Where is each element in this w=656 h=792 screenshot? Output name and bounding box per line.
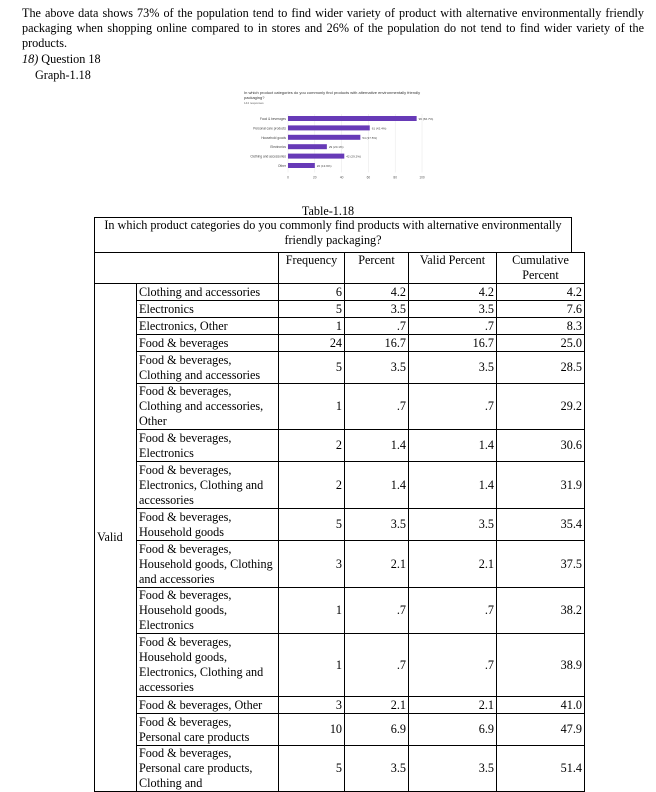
table-row: [95, 634, 585, 697]
header-blank: [95, 253, 279, 284]
table-row: [95, 301, 585, 318]
cell-percent: 3.5: [345, 509, 409, 541]
cell-valid-percent: 3.5: [409, 301, 497, 318]
cell-percent: 1.4: [345, 462, 409, 509]
table-row: [95, 384, 585, 430]
row-label: Food & beverages, Clothing and accessories: [137, 352, 279, 384]
cell-percent: 1.4: [345, 430, 409, 462]
row-label: Food & beverages, Personal care products, Clothing and: [137, 746, 279, 792]
chart-svg: [240, 88, 440, 180]
table-caption: Table-1.18: [301, 204, 355, 218]
cell-percent: 2.1: [345, 541, 409, 588]
frequency-table: [94, 252, 585, 792]
cell-percent: 3.5: [345, 352, 409, 384]
row-label: Food & beverages, Household goods: [137, 509, 279, 541]
row-label: Food & beverages, Electronics: [137, 430, 279, 462]
header-valid-percent: Valid Percent: [409, 253, 497, 284]
table-row: [95, 284, 585, 301]
cell-percent: .7: [345, 588, 409, 634]
table-row: [95, 714, 585, 746]
x-tick-label: 20: [313, 175, 317, 180]
cell-valid-percent: .7: [409, 318, 497, 335]
cell-percent: 6.9: [345, 714, 409, 746]
cell-frequency: 6: [279, 284, 345, 301]
bar: [288, 125, 370, 130]
cell-percent: 16.7: [345, 335, 409, 352]
table-row: [95, 352, 585, 384]
category-label: Electronics: [270, 145, 286, 150]
cell-valid-percent: .7: [409, 634, 497, 697]
bar: [288, 154, 344, 159]
cell-valid-percent: 2.1: [409, 541, 497, 588]
table-row: [95, 697, 585, 714]
cell-valid-percent: 16.7: [409, 335, 497, 352]
bar: [288, 144, 327, 149]
group-label-valid: Valid: [95, 284, 137, 792]
bar-chart: [240, 88, 440, 180]
row-label: Food & beverages, Personal care products: [137, 714, 279, 746]
bar: [288, 116, 417, 121]
cell-percent: .7: [345, 634, 409, 697]
cell-frequency: 1: [279, 384, 345, 430]
cell-valid-percent: .7: [409, 588, 497, 634]
category-label: Household goods: [261, 135, 286, 140]
table-title: In which product categories do you commonly find products with alternative environmentally friendly packaging?: [94, 217, 572, 253]
header-percent: Percent: [345, 253, 409, 284]
table-row: [95, 746, 585, 792]
cell-percent: 4.2: [345, 284, 409, 301]
category-label: Clothing and accessories: [250, 154, 286, 159]
cell-cumulative-percent: 28.5: [497, 352, 585, 384]
table-header-row: [95, 253, 585, 284]
table-row: [95, 318, 585, 335]
cell-cumulative-percent: 38.2: [497, 588, 585, 634]
x-tick-label: 0: [287, 175, 289, 180]
row-label: Food & beverages: [137, 335, 279, 352]
bar-value-label: 96 (66.7%): [418, 117, 434, 121]
question-label: Question 18: [41, 52, 101, 66]
cell-frequency: 5: [279, 746, 345, 792]
cell-cumulative-percent: 29.2: [497, 384, 585, 430]
row-label: Food & beverages, Electronics, Clothing and accessories: [137, 462, 279, 509]
cell-frequency: 10: [279, 714, 345, 746]
cell-valid-percent: .7: [409, 384, 497, 430]
x-tick-label: 40: [339, 175, 344, 180]
row-label: Clothing and accessories: [137, 284, 279, 301]
cell-percent: 3.5: [345, 746, 409, 792]
cell-cumulative-percent: 7.6: [497, 301, 585, 318]
category-label: Personal care products: [253, 126, 286, 131]
cell-valid-percent: 3.5: [409, 509, 497, 541]
bar-value-label: 42 (29.2%): [346, 154, 361, 159]
chart-subtitle: 144 responses: [244, 101, 264, 105]
table-row: [95, 509, 585, 541]
x-tick-label: 80: [393, 175, 397, 180]
question-heading: [22, 52, 101, 67]
cell-cumulative-percent: 35.4: [497, 509, 585, 541]
cell-percent: .7: [345, 318, 409, 335]
cell-frequency: 5: [279, 352, 345, 384]
cell-cumulative-percent: 38.9: [497, 634, 585, 697]
cell-frequency: 2: [279, 430, 345, 462]
cell-percent: .7: [345, 384, 409, 430]
bar-value-label: 29 (20.1%): [328, 145, 344, 150]
cell-valid-percent: 3.5: [409, 746, 497, 792]
question-number: 18): [22, 52, 39, 66]
cell-frequency: 1: [279, 318, 345, 335]
row-label: Food & beverages, Household goods, Electronics, Clothing and accessories: [137, 634, 279, 697]
table-row: [95, 430, 585, 462]
cell-cumulative-percent: 4.2: [497, 284, 585, 301]
bar-value-label: 20 (13.9%): [316, 164, 332, 168]
cell-frequency: 3: [279, 541, 345, 588]
table-row: [95, 541, 585, 588]
cell-valid-percent: 3.5: [409, 352, 497, 384]
body-paragraph: The above data shows 73% of the population tend to find wider variety of product with alternative environmentally friendly packaging when shopping online compared to in stores and 26% of the population do not tend to find wider variety of the products.: [22, 6, 644, 50]
cell-valid-percent: 1.4: [409, 462, 497, 509]
cell-frequency: 1: [279, 588, 345, 634]
cell-cumulative-percent: 37.5: [497, 541, 585, 588]
x-tick-label: 100: [419, 175, 425, 180]
cell-valid-percent: 2.1: [409, 697, 497, 714]
cell-cumulative-percent: 51.4: [497, 746, 585, 792]
cell-valid-percent: 1.4: [409, 430, 497, 462]
bar-value-label: 54 (37.5%): [362, 135, 378, 140]
cell-cumulative-percent: 8.3: [497, 318, 585, 335]
cell-frequency: 1: [279, 634, 345, 697]
cell-percent: 2.1: [345, 697, 409, 714]
cell-cumulative-percent: 25.0: [497, 335, 585, 352]
table-row: [95, 462, 585, 509]
chart-title: In which product categories do you commonly find products with alternative environmentally friendly packaging?: [244, 90, 421, 100]
graph-label: Graph-1.18: [35, 68, 91, 82]
cell-valid-percent: 4.2: [409, 284, 497, 301]
row-label: Food & beverages, Household goods, Clothing and accessories: [137, 541, 279, 588]
table-row: [95, 588, 585, 634]
header-frequency: Frequency: [279, 253, 345, 284]
header-cumulative-percent: Cumulative Percent: [497, 253, 585, 284]
bar: [288, 163, 315, 168]
x-tick-label: 60: [366, 175, 371, 180]
row-label: Food & beverages, Other: [137, 697, 279, 714]
cell-frequency: 2: [279, 462, 345, 509]
row-label: Electronics, Other: [137, 318, 279, 335]
category-label: Other: [278, 164, 286, 168]
cell-cumulative-percent: 30.6: [497, 430, 585, 462]
cell-frequency: 5: [279, 509, 345, 541]
bar: [288, 135, 360, 140]
row-label: Food & beverages, Household goods, Electronics: [137, 588, 279, 634]
cell-cumulative-percent: 31.9: [497, 462, 585, 509]
category-label: Food & beverages: [259, 117, 286, 121]
cell-cumulative-percent: 41.0: [497, 697, 585, 714]
cell-valid-percent: 6.9: [409, 714, 497, 746]
cell-frequency: 5: [279, 301, 345, 318]
cell-percent: 3.5: [345, 301, 409, 318]
table-row: [95, 335, 585, 352]
row-label: Food & beverages, Clothing and accessories, Other: [137, 384, 279, 430]
cell-cumulative-percent: 47.9: [497, 714, 585, 746]
row-label: Electronics: [137, 301, 279, 318]
cell-frequency: 24: [279, 335, 345, 352]
cell-frequency: 3: [279, 697, 345, 714]
bar-value-label: 61 (42.4%): [371, 126, 387, 131]
